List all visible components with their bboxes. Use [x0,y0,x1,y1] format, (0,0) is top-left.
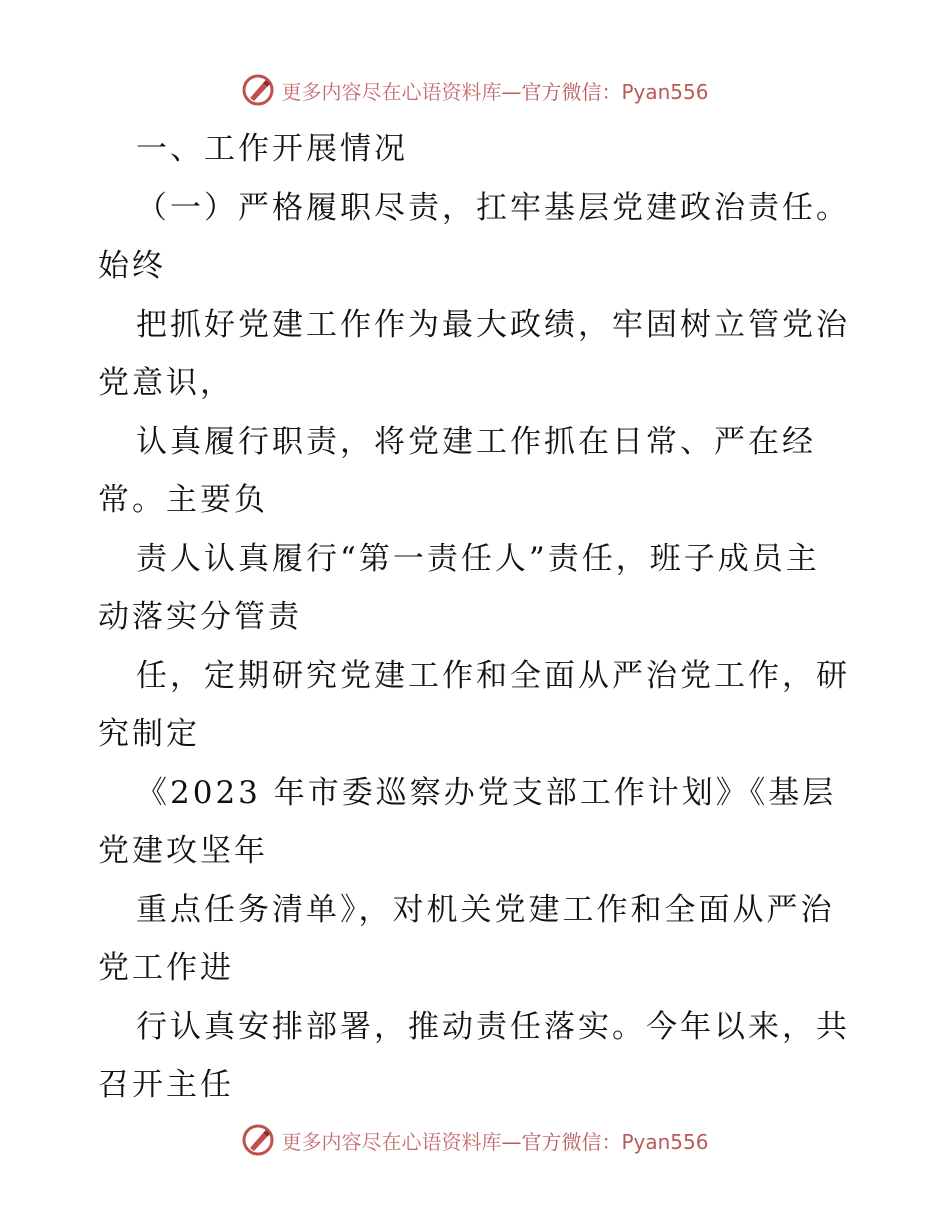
watermark-main: 更多内容尽在心语资料库 [281,79,502,104]
watermark-dash: — [501,1129,522,1154]
text-line: 重点任务清单》，对机关党建工作和全面从严治 [136,891,835,928]
text-line: 《2023 年市委巡察办党支部工作计划》《基层 [136,774,837,811]
text-line: 常。主要负 [98,482,268,518]
pen-logo-icon [241,1123,275,1157]
text-line: 党建攻坚年 [98,833,268,869]
text-line: 党意识， [98,365,234,401]
watermark-sub: 官方微信：Pyan556 [521,1129,709,1154]
text-line: 始终 [98,248,166,284]
text-line: 行认真安排部署，推动责任落实。今年以来，共 [136,1008,850,1045]
text-line: 把抓好党建工作作为最大政绩，牢固树立管党治 [136,306,850,343]
text-line: 责人认真履行“第一责任人”责任，班子成员主 [136,540,820,577]
watermark-footer [0,1120,950,1160]
watermark-header [0,70,950,110]
pen-logo-icon [241,73,275,107]
text-line: 召开主任 [98,1067,234,1103]
watermark-text [281,76,708,105]
document-body [98,120,858,1115]
watermark-dash: — [501,79,522,104]
text-line: 任，定期研究党建工作和全面从严治党工作，研 [136,657,850,694]
watermark-text [281,1126,708,1155]
watermark-sub: 官方微信：Pyan556 [521,79,709,104]
text-line: 党工作进 [98,950,234,986]
text-line: 认真履行职责，将党建工作抓在日常、严在经 [136,423,816,460]
watermark-main: 更多内容尽在心语资料库 [281,1129,502,1154]
section-heading: 一、工作开展情况 [136,131,408,167]
text-line: 究制定 [98,716,200,752]
text-line: 动落实分管责 [98,599,302,635]
subsection-heading: （一）严格履职尽责，扛牢基层党建政治责任。 [136,189,850,226]
